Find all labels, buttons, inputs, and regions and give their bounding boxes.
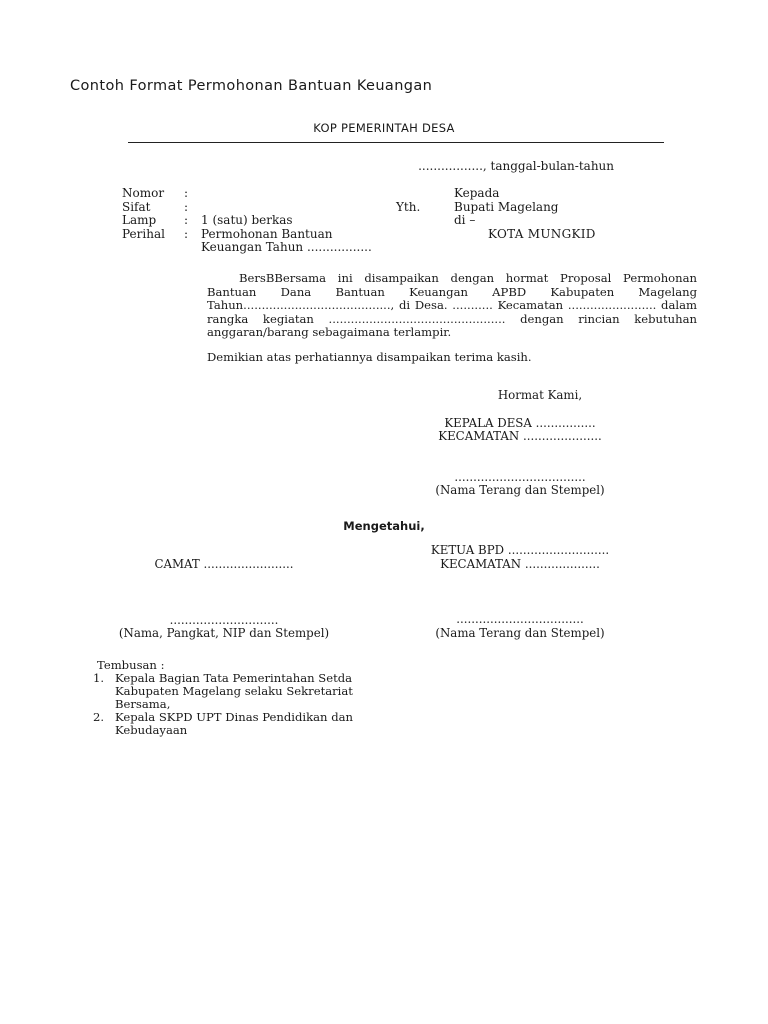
- list-item-number: 1.: [93, 671, 105, 685]
- header-label: [122, 241, 184, 255]
- list-item: [93, 711, 405, 737]
- carbon-copy-heading: Tembusan :: [97, 658, 165, 672]
- letterhead-rule: [128, 142, 664, 143]
- address-recipient: Bupati Magelang: [454, 199, 559, 214]
- list-item-text: Kepala SKPD UPT Dinas Pendidikan dan Kebudayaan: [115, 710, 353, 737]
- signature-position: KETUA BPD ...........................: [430, 543, 610, 557]
- header-value: 1 (satu) berkas: [201, 213, 293, 227]
- header-row-sifat: [122, 201, 372, 215]
- header-label: Perihal: [122, 226, 165, 241]
- header-row-nomor: [122, 187, 372, 201]
- carbon-copy-list: [93, 659, 405, 737]
- signature-note: (Nama Terang dan Stempel): [435, 483, 605, 497]
- signature-camat: [110, 558, 338, 641]
- address-kepada: Kepada: [454, 186, 500, 200]
- signature-position: KEPALA DESA ................: [444, 415, 596, 430]
- header-row-perihal: [122, 228, 372, 242]
- header-colon: [184, 241, 201, 255]
- signature-bpd-chair: [420, 544, 620, 640]
- closing-sentence: Demikian atas perhatiannya disampaikan terima kasih.: [207, 350, 532, 364]
- letterhead-placeholder: KOP PEMERINTAH DESA: [313, 121, 455, 135]
- header-row-lamp: [122, 214, 372, 228]
- header-value: Keuangan Tahun .................: [201, 240, 372, 254]
- header-value: Permohonan Bantuan: [201, 226, 333, 241]
- letter-body-paragraph: BersBBersama ini disampaikan dengan hormat Proposal Permohonan Bantuan Dana Bantuan Keuangan APBD Kabupaten Magelang Tahun........................................, di Desa. ........... Kecamatan ........................ dalam rangka kegiatan ................................................ dengan rincian kebutuhan anggaran/barang sebagaimana terlampir.: [207, 271, 697, 339]
- list-item: [93, 672, 405, 711]
- list-item-number: 2.: [93, 710, 105, 724]
- header-colon: :: [184, 199, 189, 214]
- header-label: Nomor: [122, 186, 165, 200]
- header-label: Lamp: [122, 213, 157, 227]
- header-label: Sifat: [122, 199, 151, 214]
- document-title: Contoh Format Permohonan Bantuan Keuangan: [70, 78, 433, 94]
- header-colon: :: [184, 226, 189, 241]
- list-item-text: Kepala Bagian Tata Pemerintahan Setda Kabupaten Magelang selaku Sekretariat Bersama,: [115, 671, 353, 711]
- letter-header-fields: [122, 187, 372, 255]
- header-row-perihal-cont: [122, 241, 372, 255]
- signature-greeting: Hormat Kami,: [497, 388, 583, 402]
- signature-dots: ..................................: [456, 612, 584, 626]
- acknowledged-heading: Mengetahui,: [343, 519, 425, 533]
- header-value: [201, 201, 372, 215]
- signature-note: (Nama Terang dan Stempel): [435, 625, 605, 640]
- signature-district: KECAMATAN ....................: [440, 556, 600, 571]
- header-value: [201, 187, 372, 201]
- address-di: di –: [454, 213, 476, 227]
- address-city: KOTA MUNGKID: [488, 226, 596, 241]
- signature-district: KECAMATAN .....................: [438, 429, 602, 443]
- place-date-line: ................., tanggal-bulan-tahun: [418, 159, 614, 173]
- signature-position: CAMAT ........................: [154, 557, 294, 571]
- signature-village-head: [420, 389, 620, 498]
- header-colon: :: [184, 213, 189, 227]
- address-yth: Yth.: [396, 199, 421, 214]
- signature-note: (Nama, Pangkat, NIP dan Stempel): [118, 626, 330, 640]
- header-colon: :: [184, 186, 189, 200]
- signature-dots: .............................: [169, 612, 279, 627]
- signature-dots: ...................................: [454, 469, 586, 484]
